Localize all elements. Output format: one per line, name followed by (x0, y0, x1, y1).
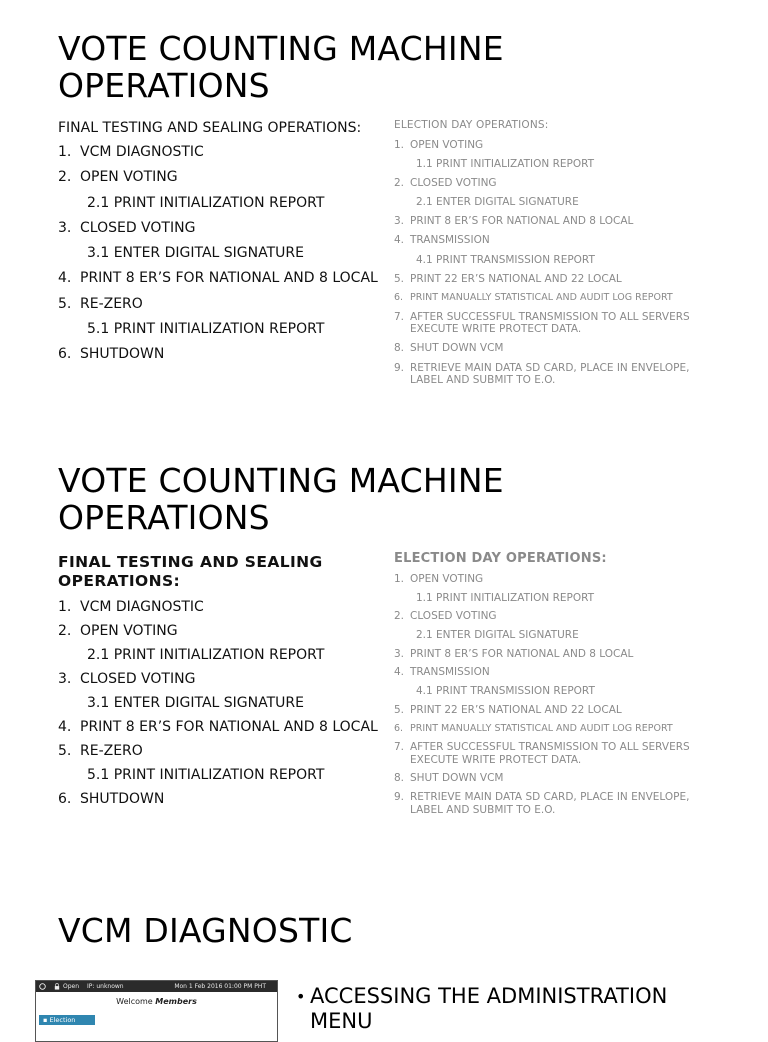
election-day-heading: ELECTION DAY OPERATIONS: (394, 119, 549, 131)
list-item-number: 5. (58, 743, 72, 759)
list-item-text: 3.1 ENTER DIGITAL SIGNATURE (87, 695, 304, 711)
list-item-text: TRANSMISSION (410, 234, 490, 247)
list-item-text: VCM DIAGNOSTIC (80, 144, 204, 160)
list-item (58, 144, 378, 161)
list-item-number: 4. (58, 719, 72, 735)
list-item-text: PRINT 8 ER’S FOR NATIONAL AND 8 LOCAL (80, 719, 378, 735)
list-item-text: SHUTDOWN (80, 791, 165, 807)
list-item-text: CLOSED VOTING (410, 610, 497, 623)
list-item-text: SHUTDOWN (80, 346, 165, 363)
list-item-number: 6. (394, 722, 404, 734)
final-testing-column (58, 120, 378, 372)
list-item-number: 7. (394, 741, 405, 754)
list-item-text: VCM DIAGNOSTIC (80, 599, 204, 615)
list-item-number: 2. (58, 623, 72, 639)
list-item (58, 599, 378, 616)
list-item (394, 704, 724, 717)
list-item (394, 741, 724, 766)
list-item (58, 270, 378, 287)
list-item (394, 139, 724, 152)
list-item (394, 629, 724, 642)
list-item-text: RE-ZERO (80, 743, 143, 759)
welcome-user: Members (155, 997, 197, 1006)
list-item-text: PRINT MANUALLY STATISTICAL AND AUDIT LOG REPORT (410, 722, 673, 734)
list-item-text: OPEN VOTING (80, 169, 178, 186)
list-item-text: CLOSED VOTING (410, 177, 497, 190)
list-item (58, 743, 378, 760)
list-item-number: 7. (394, 310, 405, 323)
list-item-text: RE-ZERO (80, 295, 143, 312)
list-item-text: RETRIEVE MAIN DATA SD CARD, PLACE IN ENVELOPE, LABEL AND SUBMIT TO E.O. (410, 791, 690, 816)
list-item-text: 2.1 PRINT INITIALIZATION REPORT (87, 194, 325, 211)
list-item-text: TRANSMISSION (410, 666, 490, 679)
list-item-text: PRINT MANUALLY STATISTICAL AND AUDIT LOG REPORT (410, 291, 673, 303)
list-item-text: 1.1 PRINT INITIALIZATION REPORT (416, 591, 595, 604)
list-item-number: 5. (394, 703, 405, 716)
list-item-text: OPEN VOTING (80, 623, 178, 639)
list-item-number: 3. (394, 647, 405, 660)
list-item-number: 8. (394, 772, 405, 785)
list-item-number: 2. (394, 610, 405, 623)
list-item-text: CLOSED VOTING (80, 671, 196, 687)
list-item-number: 3. (394, 215, 405, 228)
list-item-text: 2.1 ENTER DIGITAL SIGNATURE (416, 629, 579, 642)
list-item-number: 1. (58, 144, 72, 160)
list-item-text: 4.1 PRINT TRANSMISSION REPORT (416, 253, 595, 266)
list-item-text: PRINT 8 ER’S FOR NATIONAL AND 8 LOCAL (80, 270, 378, 287)
election-day-list (394, 139, 724, 387)
list-item (394, 610, 724, 623)
list-item (394, 234, 724, 247)
list-item-number: 6. (58, 346, 72, 363)
list-item-number: 6. (58, 791, 72, 807)
list-item-number: 1. (394, 139, 405, 151)
list-item (394, 592, 724, 605)
list-item-text: 2.1 PRINT INITIALIZATION REPORT (87, 647, 325, 663)
list-item (394, 158, 724, 171)
list-item (394, 215, 724, 228)
election-day-list-2 (394, 573, 724, 816)
list-item (58, 671, 378, 688)
final-testing-list (58, 144, 378, 363)
election-day-column-2 (394, 551, 724, 822)
bullet-icon: • (296, 987, 306, 1006)
list-item (394, 311, 724, 336)
list-item (58, 767, 378, 784)
list-item-text: OPEN VOTING (410, 139, 484, 151)
list-item (394, 273, 724, 286)
list-item (58, 695, 378, 712)
list-item-text: RETRIEVE MAIN DATA SD CARD, PLACE IN ENVELOPE, LABEL AND SUBMIT TO E.O. (410, 361, 690, 387)
status-open: Open (63, 983, 80, 990)
list-item (394, 196, 724, 209)
list-item-text: SHUT DOWN VCM (410, 342, 504, 355)
list-item-number: 6. (394, 291, 404, 303)
list-item (58, 321, 378, 338)
list-item (58, 647, 378, 664)
list-item-text: CLOSED VOTING (80, 219, 196, 236)
list-item (394, 723, 724, 736)
list-item (58, 791, 378, 808)
election-day-column (394, 119, 724, 393)
list-item (394, 648, 724, 661)
list-item-number: 1. (58, 599, 72, 615)
list-item-text: PRINT 22 ER’S NATIONAL AND 22 LOCAL (410, 272, 622, 285)
list-item-number: 8. (394, 342, 405, 355)
list-item-number: 3. (58, 219, 72, 236)
list-item-number: 9. (394, 361, 405, 374)
list-item-text: PRINT 8 ER’S FOR NATIONAL AND 8 LOCAL (410, 647, 634, 660)
list-item (58, 623, 378, 640)
list-item-number: 4. (394, 234, 405, 247)
list-item-number: 2. (58, 169, 72, 186)
final-testing-list-2 (58, 599, 378, 808)
list-item-number: 9. (394, 791, 405, 804)
election-day-heading-2: ELECTION DAY OPERATIONS: (394, 551, 607, 566)
list-item (394, 685, 724, 698)
list-item (394, 177, 724, 190)
bullet-point (296, 984, 716, 1034)
list-item-text: AFTER SUCCESSFUL TRANSMISSION TO ALL SERVERS EXECUTE WRITE PROTECT DATA. (410, 310, 690, 336)
list-item (58, 296, 378, 313)
list-item-number: 1. (394, 573, 405, 585)
list-item-number: 2. (394, 177, 405, 190)
list-item (394, 791, 724, 816)
list-item (394, 254, 724, 267)
list-item-text: PRINT 22 ER’S NATIONAL AND 22 LOCAL (410, 703, 622, 716)
list-item (58, 719, 378, 736)
section2-title: VOTE COUNTING MACHINE OPERATIONS (58, 461, 504, 537)
list-item-number: 4. (394, 666, 405, 679)
status-datetime: Mon 1 Feb 2016 01:00 PM PHT (174, 983, 266, 990)
list-item-number: 4. (58, 270, 72, 287)
list-item (58, 220, 378, 237)
final-testing-heading: FINAL TESTING AND SEALING OPERATIONS: (58, 120, 362, 136)
final-testing-column-2 (58, 553, 378, 815)
list-item (394, 772, 724, 785)
list-item-text: 2.1 ENTER DIGITAL SIGNATURE (416, 196, 579, 209)
list-item-number: 5. (58, 295, 72, 312)
list-item (394, 342, 724, 355)
list-item-text: 3.1 ENTER DIGITAL SIGNATURE (87, 245, 304, 262)
list-item-text: PRINT 8 ER’S FOR NATIONAL AND 8 LOCAL (410, 215, 634, 228)
list-item-text: 4.1 PRINT TRANSMISSION REPORT (416, 685, 595, 698)
list-item-text: 5.1 PRINT INITIALIZATION REPORT (87, 767, 325, 783)
list-item (58, 346, 378, 363)
list-item (394, 666, 724, 679)
vcm-screen-thumbnail (35, 980, 278, 1042)
bullet-text: ACCESSING THE ADMINISTRATION MENU (310, 984, 668, 1033)
lock-icon (54, 981, 79, 992)
status-ip: IP: unknown (87, 983, 124, 990)
section3-title: VCM DIAGNOSTIC (58, 911, 353, 950)
list-item-number: 3. (58, 671, 72, 687)
list-item-text: AFTER SUCCESSFUL TRANSMISSION TO ALL SERVERS EXECUTE WRITE PROTECT DATA. (410, 741, 690, 766)
list-item-text: OPEN VOTING (410, 573, 484, 585)
vcm-status-bar (36, 981, 277, 992)
ubuntu-logo-icon (39, 983, 46, 990)
list-item (394, 362, 724, 387)
welcome-line (36, 997, 277, 1006)
list-item (394, 292, 724, 305)
list-item (58, 245, 378, 262)
list-item-text: 1.1 PRINT INITIALIZATION REPORT (416, 158, 595, 171)
list-item (58, 195, 378, 212)
list-item-text: SHUT DOWN VCM (410, 772, 504, 785)
section1-title: VOTE COUNTING MACHINE OPERATIONS (58, 29, 504, 105)
election-lock-icon: ▪ (43, 1016, 48, 1024)
tab-election-label: Election (49, 1016, 76, 1024)
list-item (58, 169, 378, 186)
final-testing-heading-2: FINAL TESTING AND SEALING OPERATIONS: (58, 553, 323, 590)
list-item-number: 5. (394, 272, 405, 285)
welcome-text: Welcome (116, 997, 153, 1006)
list-item (394, 573, 724, 586)
list-item-text: 5.1 PRINT INITIALIZATION REPORT (87, 321, 325, 338)
